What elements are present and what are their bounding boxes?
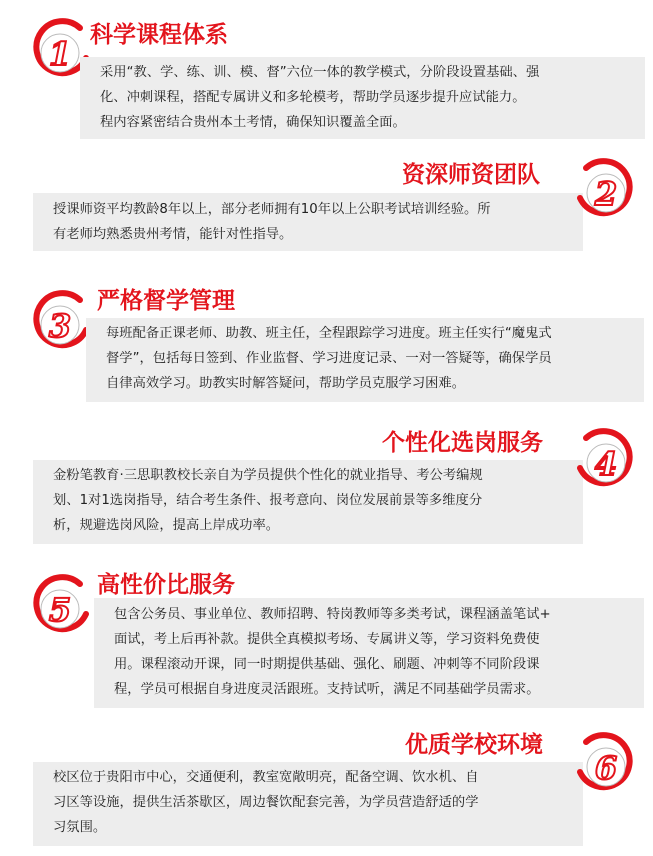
number-5-badge-icon	[30, 574, 94, 638]
section-title: 个性化选岗服务	[382, 430, 543, 456]
body-line: 采用“教、学、练、训、模、督”六位一体的教学模式，分阶段设置基础、强	[100, 65, 540, 80]
number-6-badge-icon	[572, 732, 636, 796]
body-line: 面试，考上后再补款。提供全真模拟考场、专属讲义等，学习资料免费使	[114, 632, 540, 647]
body-line: 程，学员可根据自身进度灵活跟班。支持试听，满足不同基础学员需求。	[114, 682, 540, 697]
svg-text:4: 4	[594, 445, 618, 483]
number-3-badge-icon	[30, 290, 94, 354]
body-line: 督学”，包括每日签到、作业监督、学习进度记录、一对一答疑等，确保学员	[106, 351, 552, 366]
body-line: 每班配备正课老师、助教、班主任，全程跟踪学习进度。班主任实行“魔鬼式	[106, 326, 552, 341]
body-line: 包含公务员、事业单位、教师招聘、特岗教师等多类考试，课程涵盖笔试+	[114, 607, 551, 622]
section-body	[33, 762, 583, 846]
section-6	[0, 722, 653, 856]
section-body	[80, 57, 645, 139]
section-4	[0, 420, 653, 555]
number-4-badge-icon	[572, 428, 636, 492]
section-body	[94, 598, 644, 708]
section-title: 严格督学管理	[97, 288, 235, 314]
section-1	[0, 0, 653, 145]
body-line: 化、冲刺课程，搭配专属讲义和多轮模考，帮助学员逐步提升应试能力。	[100, 90, 526, 105]
section-body	[33, 460, 583, 544]
body-line: 用。课程滚动开课，同一时期提供基础、强化、刷题、冲刺等不同阶段课	[114, 657, 540, 672]
body-line: 习氛围。	[53, 820, 107, 835]
svg-text:3: 3	[48, 307, 72, 345]
body-line: 析，规避选岗风险，提高上岸成功率。	[53, 518, 280, 533]
body-line: 有老师均熟悉贵州考情，能针对性指导。	[53, 227, 293, 242]
svg-text:5: 5	[48, 591, 72, 629]
svg-text:6: 6	[594, 749, 618, 787]
body-line: 自律高效学习。助教实时解答疑问，帮助学员克服学习困难。	[106, 376, 466, 391]
section-title: 科学课程体系	[90, 22, 228, 48]
body-line: 授课师资平均教龄8年以上，部分老师拥有10年以上公职考试培训经验。所	[53, 202, 491, 217]
body-line: 金粉笔教育·三思职教校长亲自为学员提供个性化的就业指导、考公考编规	[53, 468, 483, 483]
section-3	[0, 278, 653, 408]
section-body	[33, 193, 583, 251]
section-body	[86, 318, 644, 402]
section-title: 优质学校环境	[405, 732, 543, 758]
svg-text:1: 1	[48, 35, 72, 73]
body-line: 习区等设施，提供生活茶歇区，周边餐饮配套完善，为学员营造舒适的学	[53, 795, 479, 810]
section-title: 资深师资团队	[402, 162, 540, 188]
body-line: 校区位于贵阳市中心，交通便利，教室宽敞明亮，配备空调、饮水机、自	[53, 770, 479, 785]
svg-text:2: 2	[594, 175, 618, 213]
body-line: 划、1对1选岗指导，结合考生条件、报考意向、岗位发展前景等多维度分	[53, 493, 483, 508]
body-line: 程内容紧密结合贵州本土考情，确保知识覆盖全面。	[100, 115, 406, 130]
section-2	[0, 150, 653, 260]
number-2-badge-icon	[572, 158, 636, 222]
section-title: 高性价比服务	[97, 572, 235, 598]
section-5	[0, 562, 653, 717]
